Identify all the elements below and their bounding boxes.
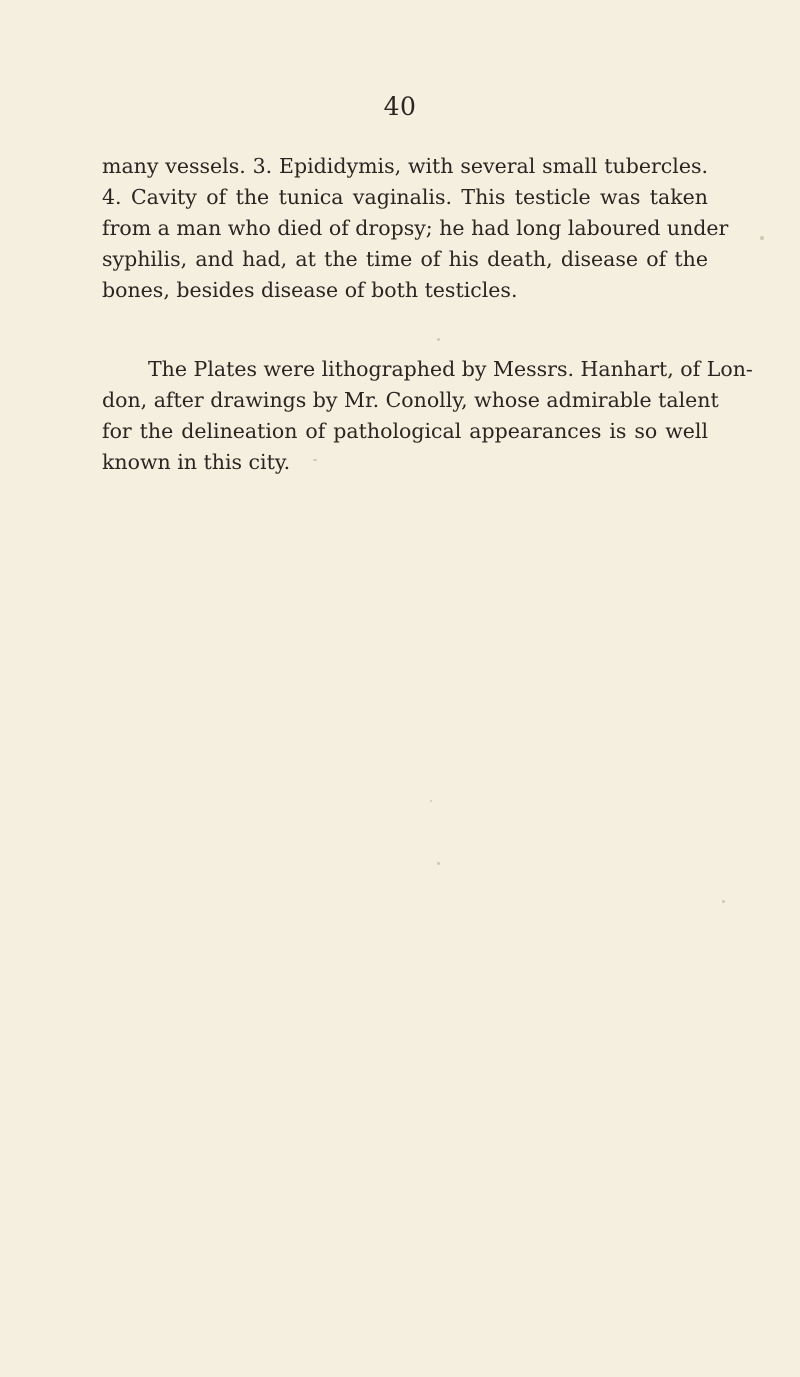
text-line: don, after drawings by Mr. Conolly, whose admirable talent — [102, 388, 719, 412]
text-line: The Plates were lithographed by Messrs. Hanhart, of Lon- — [148, 357, 753, 381]
paper-speck — [437, 862, 440, 865]
paper-speck — [430, 800, 432, 802]
text-line: known in this city. — [102, 450, 291, 474]
text-line: 4. Cavity of the tunica vaginalis. This testicle was taken — [102, 185, 708, 209]
text-line: from a man who died of dropsy; he had long laboured under — [102, 216, 729, 240]
paragraph-1 — [102, 151, 729, 306]
text-line: bones, besides disease of both testicles. — [102, 278, 518, 302]
paragraph-2 — [102, 354, 753, 478]
text-line: syphilis, and had, at the time of his death, disease of the — [102, 247, 708, 271]
paper-speck — [437, 338, 440, 341]
paper-speck — [313, 459, 317, 461]
paper-speck — [760, 236, 764, 240]
text-line: many vessels. 3. Epididymis, with several small tubercles. — [102, 154, 708, 178]
page-number: 40 — [383, 92, 417, 121]
text-line: for the delineation of pathological appearances is so well — [102, 419, 708, 443]
paper-speck — [722, 900, 725, 903]
